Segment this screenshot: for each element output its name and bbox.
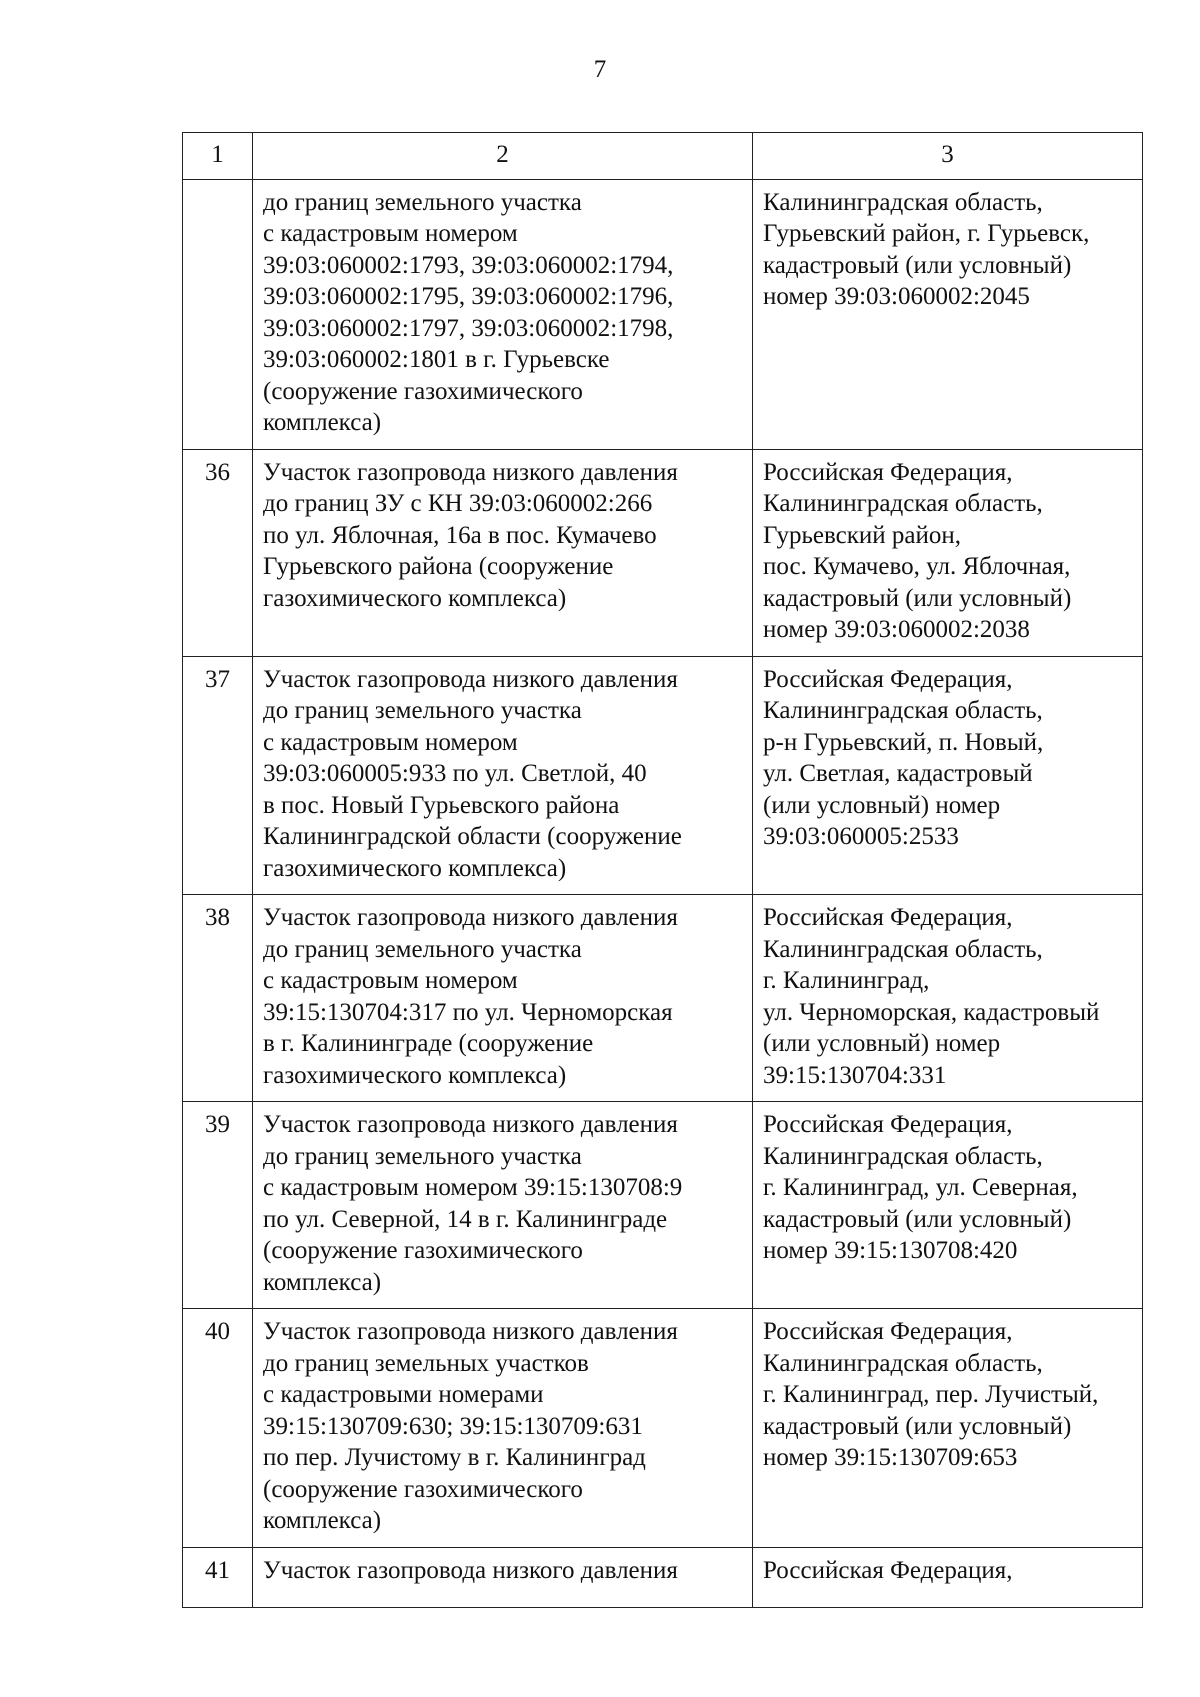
address-line: кадастровый (или условный)	[763, 584, 1072, 612]
description-line: с кадастровыми номерами	[263, 1381, 544, 1408]
description-line: Участок газопровода низкого давления	[263, 1556, 678, 1584]
description-line: по ул. Яблочная, 16а в пос. Кумачево	[263, 521, 657, 549]
address-line: Калининградская область,	[763, 1349, 1043, 1377]
object-description	[253, 449, 753, 656]
table-row	[183, 1102, 1143, 1309]
object-address	[753, 1547, 1143, 1607]
address-line: (или условный) номер	[763, 1030, 1001, 1057]
address-line: Российская Федерация,	[763, 904, 1013, 931]
description-line: 39:15:130709:630; 39:15:130709:631	[263, 1412, 643, 1440]
table-row	[183, 1309, 1143, 1548]
table-row	[183, 656, 1143, 895]
description-line: до границ земельных участков	[263, 1349, 589, 1377]
address-line: г. Калининград, пер. Лучистый,	[763, 1381, 1099, 1408]
objects-table	[182, 132, 1143, 1608]
description-line: с кадастровым номером	[263, 967, 518, 994]
object-description	[253, 1309, 753, 1548]
table-row	[183, 1547, 1143, 1607]
description-line: до границ земельного участка	[263, 697, 582, 724]
object-address	[753, 656, 1143, 895]
address-line: (или условный) номер	[763, 791, 1001, 819]
description-line: до границ земельного участка	[263, 935, 582, 963]
address-line: номер 39:03:060002:2045	[763, 283, 1030, 310]
header-col-1: 1	[183, 133, 253, 180]
address-line: Калининградская область,	[763, 697, 1043, 724]
description-line: комплекса)	[263, 1507, 382, 1534]
description-line: 39:03:060002:1793, 39:03:060002:1794,	[263, 251, 674, 279]
address-line: ул. Черноморская, кадастровый	[763, 998, 1100, 1026]
description-line: Участок газопровода низкого давления	[263, 1111, 678, 1138]
description-line: газохимического комплекса)	[263, 1061, 567, 1089]
address-line: Российская Федерация,	[763, 458, 1013, 486]
description-line: Гурьевского района (сооружение	[263, 553, 614, 580]
address-line: пос. Кумачево, ул. Яблочная,	[763, 553, 1071, 580]
object-description	[253, 895, 753, 1102]
header-col-3: 3	[753, 133, 1143, 180]
object-description	[253, 1547, 753, 1607]
table-body	[183, 179, 1143, 1607]
object-description	[253, 656, 753, 895]
description-line: по ул. Северной, 14 в г. Калининграде	[263, 1205, 668, 1233]
header-row	[183, 133, 1143, 180]
address-line: Калининградская область,	[763, 188, 1043, 216]
description-line: с кадастровым номером	[263, 728, 518, 756]
row-number: 37	[183, 656, 253, 895]
object-address	[753, 895, 1143, 1102]
description-line: Участок газопровода низкого давления	[263, 665, 678, 693]
object-address	[753, 449, 1143, 656]
address-line: Российская Федерация,	[763, 1556, 1013, 1584]
description-line: Калининградской области (сооружение	[263, 823, 682, 850]
description-line: газохимического комплекса)	[263, 584, 567, 612]
address-line: Калининградская область,	[763, 490, 1043, 517]
description-line: с кадастровым номером 39:15:130708:9	[263, 1174, 683, 1201]
row-number: 41	[183, 1547, 253, 1607]
object-description	[253, 179, 753, 449]
address-line: кадастровый (или условный)	[763, 1412, 1072, 1440]
object-address	[753, 1309, 1143, 1548]
description-line: 39:03:060002:1795, 39:03:060002:1796,	[263, 283, 674, 310]
address-line: Калининградская область,	[763, 935, 1043, 963]
address-line: Гурьевский район,	[763, 521, 962, 549]
table-row	[183, 449, 1143, 656]
page-number: 7	[593, 56, 607, 83]
description-line: (сооружение газохимического	[263, 1475, 583, 1503]
description-line: с кадастровым номером	[263, 220, 518, 247]
description-line: до границ земельного участка	[263, 188, 582, 216]
description-line: Участок газопровода низкого давления	[263, 904, 678, 931]
description-line: газохимического комплекса)	[263, 854, 567, 882]
address-line: Российская Федерация,	[763, 1111, 1013, 1138]
description-line: до границ ЗУ с КН 39:03:060002:266	[263, 490, 653, 517]
row-number: 40	[183, 1309, 253, 1548]
address-line: Российская Федерация,	[763, 1318, 1013, 1345]
description-line: до границ земельного участка	[263, 1142, 582, 1170]
description-line: (сооружение газохимического	[263, 1237, 583, 1264]
address-line: кадастровый (или условный)	[763, 1205, 1072, 1233]
description-line: в г. Калининграде (сооружение	[263, 1030, 594, 1057]
row-number: 38	[183, 895, 253, 1102]
address-line: ул. Светлая, кадастровый	[763, 760, 1033, 787]
description-line: по пер. Лучистому в г. Калининград	[263, 1444, 646, 1471]
address-line: г. Калининград, ул. Северная,	[763, 1174, 1078, 1201]
address-line: номер 39:03:060002:2038	[763, 616, 1030, 643]
description-line: 39:03:060002:1797, 39:03:060002:1798,	[263, 314, 674, 342]
description-line: комплекса)	[263, 409, 382, 436]
address-line: Гурьевский район, г. Гурьевск,	[763, 220, 1090, 247]
description-line: 39:03:060002:1801 в г. Гурьевске	[263, 346, 610, 373]
address-line: кадастровый (или условный)	[763, 251, 1072, 279]
description-line: Участок газопровода низкого давления	[263, 458, 678, 486]
row-number: 39	[183, 1102, 253, 1309]
object-address	[753, 179, 1143, 449]
table-row	[183, 895, 1143, 1102]
address-line: р-н Гурьевский, п. Новый,	[763, 728, 1044, 756]
description-line: в пос. Новый Гурьевского района	[263, 791, 620, 819]
description-line: комплекса)	[263, 1268, 382, 1296]
description-line: Участок газопровода низкого давления	[263, 1318, 678, 1345]
description-line: 39:15:130704:317 по ул. Черноморская	[263, 998, 673, 1026]
address-line: номер 39:15:130708:420	[763, 1237, 1018, 1264]
object-description	[253, 1102, 753, 1309]
table-row	[183, 179, 1143, 449]
row-number	[183, 179, 253, 449]
table-header	[183, 133, 1143, 180]
address-line: 39:03:060005:2533	[763, 823, 959, 850]
address-line: 39:15:130704:331	[763, 1061, 947, 1089]
address-line: Калининградская область,	[763, 1142, 1043, 1170]
row-number: 36	[183, 449, 253, 656]
object-address	[753, 1102, 1143, 1309]
description-line: 39:03:060005:933 по ул. Светлой, 40	[263, 760, 647, 787]
header-col-2: 2	[253, 133, 753, 180]
address-line: г. Калининград,	[763, 967, 930, 994]
description-line: (сооружение газохимического	[263, 377, 583, 405]
address-line: номер 39:15:130709:653	[763, 1444, 1018, 1471]
address-line: Российская Федерация,	[763, 665, 1013, 693]
